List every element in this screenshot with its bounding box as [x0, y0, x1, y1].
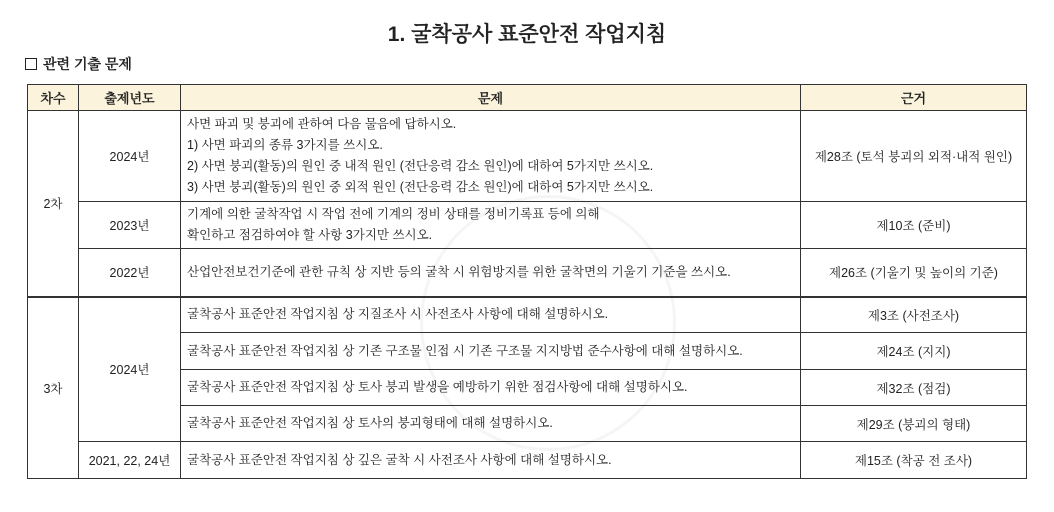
question-cell [181, 249, 801, 297]
basis-cell: 제24조 (지지) [801, 333, 1027, 370]
question-line: 산업안전보건기준에 관한 규칙 상 지반 등의 굴착 시 위험방지를 위한 굴착면의 기울기 기준을 쓰시오. [187, 264, 731, 279]
section-label: 관련 기출 문제 [43, 56, 132, 72]
question-cell [181, 333, 801, 370]
question-line: 3) 사면 붕괴(활동)의 원인 중 외적 원인 (전단응력 감소 원인)에 대하여 5가지만 쓰시오. [187, 180, 654, 194]
year-cell: 2021, 22, 24년 [79, 442, 181, 479]
table-row [28, 249, 1027, 297]
question-line: 확인하고 점검하여야 할 사항 3가지만 쓰시오. [187, 228, 433, 242]
question-cell [181, 442, 801, 479]
question-cell [181, 111, 801, 202]
basis-cell: 제28조 (토석 붕괴의 외적·내적 원인) [801, 111, 1027, 202]
basis-cell: 제15조 (착공 전 조사) [801, 442, 1027, 479]
year-cell: 2024년 [79, 111, 181, 202]
question-cell [181, 297, 801, 333]
basis-cell: 제3조 (사전조사) [801, 297, 1027, 333]
question-line: 기계에 의한 굴착작업 시 작업 전에 기계의 정비 상태를 정비기록표 등에 의해 [187, 207, 600, 221]
basis-cell: 제29조 (붕괴의 형태) [801, 406, 1027, 442]
question-cell [181, 370, 801, 406]
basis-cell: 제32조 (점검) [801, 370, 1027, 406]
table-row [28, 111, 1027, 202]
question-line: 굴착공사 표준안전 작업지침 상 깊은 굴착 시 사전조사 사항에 대해 설명하시오. [187, 452, 612, 467]
question-line: 1) 사면 파괴의 종류 3가지를 쓰시오. [187, 138, 383, 152]
exam-questions-table [27, 84, 1027, 479]
header-question: 문제 [181, 85, 801, 111]
table-row [28, 442, 1027, 479]
page-title: 1. 굴착공사 표준안전 작업지침 [387, 23, 667, 46]
basis-cell: 제26조 (기울기 및 높이의 기준) [801, 249, 1027, 297]
round-cell: 3차 [28, 297, 79, 479]
checkbox-square-icon [25, 58, 37, 70]
table-row [28, 202, 1027, 249]
question-line: 사면 파괴 및 붕괴에 관하여 다음 물음에 답하시오. [187, 117, 457, 131]
round-cell: 2차 [28, 111, 79, 297]
question-line: 굴착공사 표준안전 작업지침 상 기존 구조물 인접 시 기존 구조물 지지방법 준수사항에 대해 설명하시오. [187, 343, 743, 358]
section-heading [25, 54, 132, 74]
year-cell: 2022년 [79, 249, 181, 297]
question-cell [181, 202, 801, 249]
year-cell: 2024년 [79, 297, 181, 442]
question-line: 굴착공사 표준안전 작업지침 상 지질조사 시 사전조사 사항에 대해 설명하시오. [187, 307, 609, 322]
header-year: 출제년도 [79, 85, 181, 111]
table-row [28, 297, 1027, 333]
year-cell: 2023년 [79, 202, 181, 249]
basis-cell: 제10조 (준비) [801, 202, 1027, 249]
question-cell [181, 406, 801, 442]
question-line: 굴착공사 표준안전 작업지침 상 토사의 붕괴형태에 대해 설명하시오. [187, 416, 553, 430]
question-line: 굴착공사 표준안전 작업지침 상 토사 붕괴 발생을 예방하기 위한 점검사항에 대해 설명하시오. [187, 380, 688, 394]
header-basis: 근거 [801, 85, 1027, 111]
header-round: 차수 [28, 85, 79, 111]
question-line: 2) 사면 붕괴(활동)의 원인 중 내적 원인 (전단응력 감소 원인)에 대하여 5가지만 쓰시오. [187, 159, 654, 173]
